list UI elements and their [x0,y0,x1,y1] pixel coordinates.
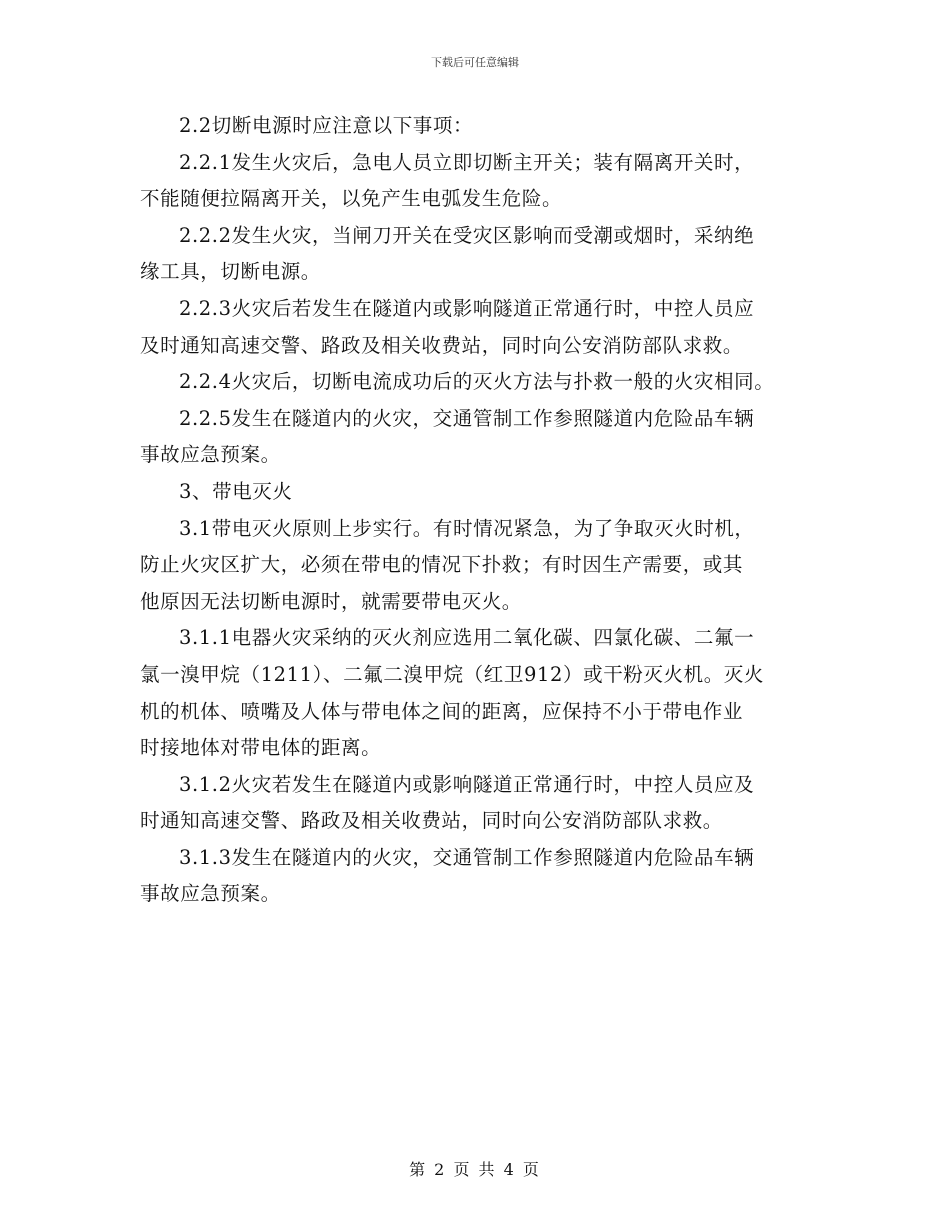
document-body [140,108,830,913]
paragraph-2-2-4: 2.2.4火灾后，切断电流成功后的灭火方法与扑救一般的火灾相同。 [179,370,775,394]
page-header-note: 下载后可任意编辑 [431,56,519,69]
paragraph-2-2-2: 2.2.2发生火灾，当闸刀开关在受灾区影响而受潮或烟时，采纳绝 缘工具，切断电源。 [140,223,755,284]
paragraph-3-1: 3.1带电灭火原则上步实行。有时情况紧急，为了争取灭火时机， 防止火灾区扩大，必须在带电的情况下扑救；有时因生产需要，或其 他原因无法切断电源时，就需要带电灭火。 [140,516,755,613]
paragraph-2-2-3: 2.2.3火灾后若发生在隧道内或影响隧道正常通行时，中控人员应 及时通知高速交警、路政及相关收费站，同时向公安消防部队求救。 [140,296,755,357]
page-number-footer: 第 2 页 共 4 页 [409,1160,541,1179]
paragraph-3-1-1: 3.1.1电器火灾采纳的灭火剂应选用二氧化碳、四氯化碳、二氟一 氯一溴甲烷（1211）、二氟二溴甲烷（红卫912）或干粉灭火机。灭火 机的机体、喷嘴及人体与带电体之间的距离，应保持不小于带电作业 时接地体对带电体的距离。 [140,626,764,760]
section-heading-3: 3、带电灭火 [179,479,293,503]
paragraph-3-1-2: 3.1.2火灾若发生在隧道内或影响隧道正常通行时，中控人员应及 时通知高速交警、路政及相关收费站，同时向公安消防部队求救。 [140,772,755,833]
paragraph-3-1-3: 3.1.3发生在隧道内的火灾，交通管制工作参照隧道内危险品车辆 事故应急预案。 [140,845,755,906]
paragraph-2-2: 2.2切断电源时应注意以下事项： [179,114,474,137]
paragraph-2-2-1: 2.2.1发生火灾后，急电人员立即切断主开关；装有隔离开关时， 不能随便拉隔离开关，以免产生电弧发生危险。 [140,150,755,211]
paragraph-2-2-5: 2.2.5发生在隧道内的火灾，交通管制工作参照隧道内危险品车辆 事故应急预案。 [140,406,755,467]
